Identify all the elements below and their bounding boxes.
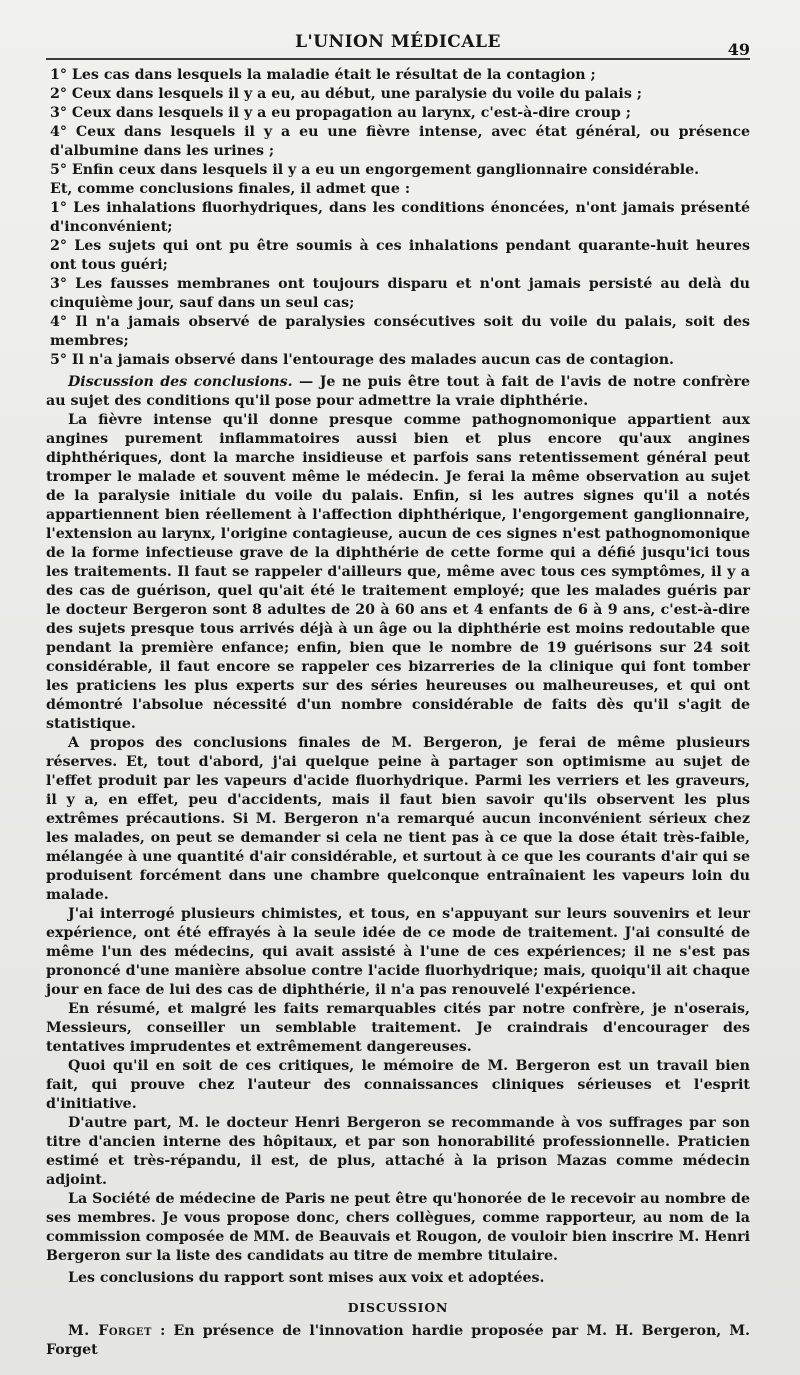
criteria-item-1: 1° Les cas dans lesquels la maladie était le résultat de la contagion ; — [50, 67, 596, 83]
paragraph-7: La Société de médecine de Paris ne peut être qu'honorée de le recevoir au nombre de ses membres. Je vous propose donc, chers collègues, comme rapporteur, au nom de la commission composée de MM. de Beauvais et Rougon, de vouloir bien inscrire M. Henri Bergeron sur la liste des candidats au titre de membre titulaire. — [46, 1191, 750, 1264]
discussion-text: — Je ne puis être tout à fait de l'avis de notre confrère au sujet des conditions qu'il pose pour admettre la vraie diphthérie. — [46, 374, 750, 409]
discussion-run-in: Discussion des conclusions. — [68, 374, 293, 390]
conclusion-item-3: 3° Les fausses membranes ont toujours disparu et n'ont jamais persisté au delà du cinquième jour, sauf dans un seul cas; — [50, 276, 750, 311]
conclusion-item-2: 2° Les sujets qui ont pu être soumis à ces inhalations pendant quarante-huit heures ont tous guéri; — [50, 238, 750, 273]
paragraph-1: La fièvre intense qu'il donne presque comme pathognomonique appartient aux angines purement inflammatoires aussi bien et plus encore qu'aux angines diphthériques, dont la marche insidieuse et parfois sans retentissement général peut tromper le malade et souvent même le médecin. Je ferai la même observation au sujet de la paralysie initiale du voile du palais. Enfin, si les autres signes qu'il a notés appartiennent bien réellement à l'affection diphthérique, l'engorgement ganglionnaire, l'extension au larynx, l'origine contagieuse, aucun de ces signes n'est pathognomonique de la forme infectieuse grave de la diphthérie de cette forme qui a défié jusqu'ici tous les traitements. Il faut se rappeler d'ailleurs que, même avec tous ces symptômes, il y a des cas de guérison, quel qu'ait été le traitement employé; que les malades guéris par le docteur Bergeron sont 8 adultes de 20 à 60 ans et 4 enfants de 6 à 9 ans, c'est-à-dire des sujets presque tous arrivés déjà à un âge ou la diphthérie est moins redoutable que pendant la première enfance; enfin, bien que le nombre de 19 guérisons sur 24 soit considérable, il faut encore se rappeler ces bizarreries de la clinique qui font tomber les praticiens les plus experts sur des séries heureuses ou malheureuses, et qui ont démontré l'absolue nécessité d'un nombre considérable de faits dès qu'il s'agit de statistique. — [46, 412, 750, 732]
conclusions-intro: Et, comme conclusions finales, il admet que : — [50, 181, 411, 197]
criteria-item-2: 2° Ceux dans lesquels il y a eu, au début, une paralysie du voile du palais ; — [50, 86, 642, 102]
paragraph-3: J'ai interrogé plusieurs chimistes, et tous, en s'appuyant sur leurs souvenirs et leur expérience, ont été effrayés à la seule idée de ce mode de traitement. J'ai consulté de même l'un des médecins, qui avait assisté à l'une de ces expériences; il ne s'est pas prononcé d'une manière absolue contre l'acide fluorhydrique; mais, quoiqu'il ait chaque jour en face de lui des cas de diphthérie, il n'a pas renouvelé l'expérience. — [46, 906, 750, 998]
last-line — [46, 1322, 750, 1360]
running-head — [46, 30, 750, 60]
conclusion-item-1: 1° Les inhalations fluorhydriques, dans les conditions énoncées, n'ont jamais présenté d'inconvénient; — [50, 200, 750, 235]
speaker-name: M. Forget — [68, 1323, 152, 1339]
closing-statement: Les conclusions du rapport sont mises aux voix et adoptées. — [68, 1270, 545, 1286]
criteria-item-3: 3° Ceux dans lesquels il y a eu propagation au larynx, c'est-à-dire croup ; — [50, 105, 631, 121]
paragraph-5: Quoi qu'il en soit de ces critiques, le mémoire de M. Bergeron est un travail bien fait, qui prouve chez l'auteur des connaissances cliniques sérieuses et l'esprit d'initiative. — [46, 1058, 750, 1112]
running-title: L'UNION MÉDICALE — [295, 32, 501, 52]
conclusion-item-4: 4° Il n'a jamais observé de paralysies consécutives soit du voile du palais, soit des membres; — [50, 314, 750, 349]
paragraph-4: En résumé, et malgré les faits remarquables cités par notre confrère, je n'oserais, Messieurs, conseiller un semblable traitement. Je craindrais d'encourager des tentatives imprudentes et extrêmement dangereuses. — [46, 1001, 750, 1055]
last-line-text: : En présence de l'innovation hardie proposée par M. H. Bergeron, M. Forget — [46, 1323, 750, 1358]
page-number: 49 — [727, 40, 750, 59]
criteria-item-4: 4° Ceux dans lesquels il y a eu une fièvre intense, avec état général, ou présence d'albumine dans les urines ; — [50, 124, 750, 159]
criteria-item-5: 5° Enfin ceux dans lesquels il y a eu un engorgement ganglionnaire considérable. — [50, 162, 700, 178]
discussion-paragraph — [46, 373, 750, 411]
paragraph-2: A propos des conclusions finales de M. Bergeron, je ferai de même plusieurs réserves. Et, tout d'abord, j'ai quelque peine à partager son optimisme au sujet de l'effet produit par les vapeurs d'acide fluorhydrique. Parmi les verriers et les graveurs, il y a, en effet, peu d'accidents, mais il faut bien savoir qu'ils observent les plus extrêmes précautions. Si M. Bergeron n'a remarqué aucun inconvénient sérieux chez les malades, on peut se demander si cela ne tient pas à ce que la dose était très-faible, mélangée à une quantité d'air considérable, et surtout à ce que les courants d'air qui se produisent forcément dans une chambre quelconque entraînaient les vapeurs loin du malade. — [46, 735, 750, 903]
article-body — [46, 66, 750, 1360]
conclusion-item-5: 5° Il n'a jamais observé dans l'entourage des malades aucun cas de contagion. — [50, 352, 674, 368]
section-heading: DISCUSSION — [347, 1300, 449, 1315]
paragraph-6: D'autre part, M. le docteur Henri Bergeron se recommande à vos suffrages par son titre d'ancien interne des hôpitaux, et par son honorabilité professionnelle. Praticien estimé et très-répandu, il est, de plus, attaché à la prison Mazas comme médecin adjoint. — [46, 1115, 750, 1188]
